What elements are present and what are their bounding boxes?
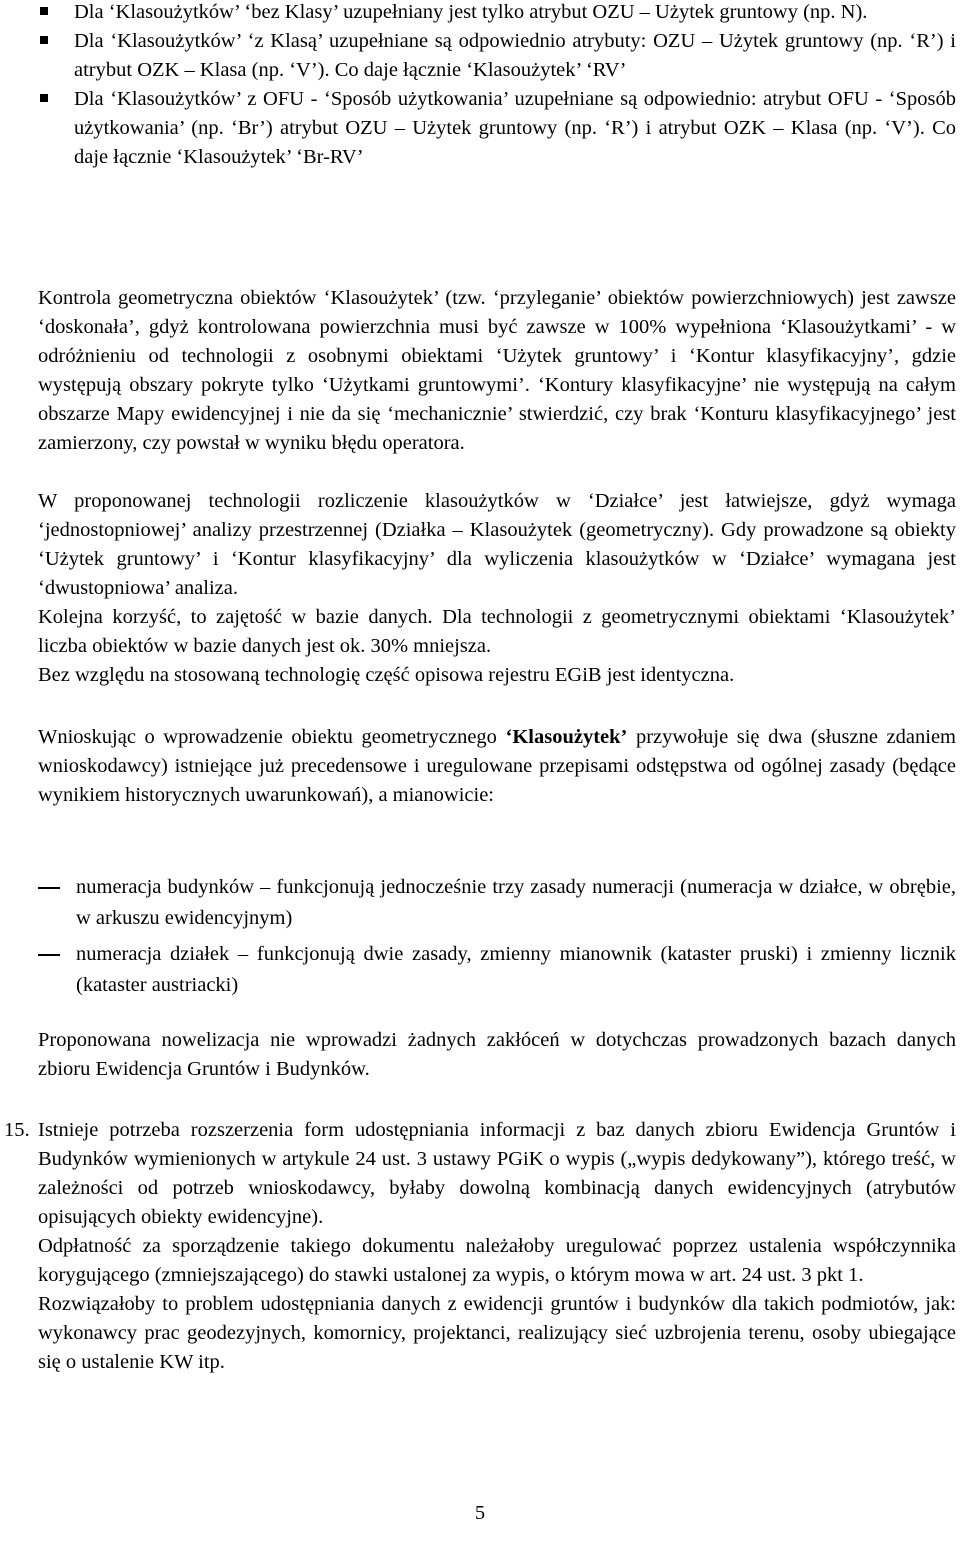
- dash-item-text: numeracja budynków ‒ funkcjonują jednocześnie trzy zasady numeracji (numeracja w działce, w obrębie, w arkuszu ewidencyjnym): [76, 876, 956, 929]
- bullet-text: Dla ‘Klasoużytków’ ‘bez Klasy’ uzupełniany jest tylko atrybut OZU ‒ Użytek gruntowy (np. N).: [74, 1, 868, 23]
- dash-item-text: numeracja działek ‒ funkcjonują dwie zasady, zmienny mianownik (kataster pruski) i zmienny licznik (kataster austriacki): [76, 943, 956, 996]
- paragraph-conclusion: [38, 723, 956, 810]
- section-paragraph: Odpłatność za sporządzenie takiego dokumentu należałoby uregulować poprzez ustalenia współczynnika korygującego (zmniejszającego) do stawki ustalonej za wypis, o którym mowa w art. 24 ust. 3 pkt 1.: [38, 1235, 956, 1286]
- page-number: 5: [474, 1502, 486, 1524]
- bullet-item: [38, 0, 956, 27]
- square-bullet-icon: [40, 94, 48, 102]
- paragraph-benefit: Kolejna korzyść, to zajętość w bazie danych. Dla technologii z geometrycznymi obiektami ‘Klasoużytek’ liczba obiektów w bazie danych jest ok. 30% mniejsza.: [38, 606, 956, 657]
- dash-bullet-icon: [38, 887, 60, 889]
- section-number: 15.: [4, 1119, 30, 1141]
- section-paragraph: Rozwiązałoby to problem udostępniania danych z ewidencji gruntów i budynków dla takich podmiotów, jak: wykonawcy prac geodezyjnych, komornicy, projektanci, realizujący sieć uzbrojenia terenu, osoby ubiegające się o ustalenie KW itp.: [38, 1293, 956, 1373]
- conclusion-text-after: przywołuje się dwa (słuszne zdaniem wnioskodawcy) istniejące już precedensowe i uregulowane przepisami odstępstwa od ogólnej zasady (będące wynikiem historycznych uwarunkowań), a mianowicie:: [38, 726, 956, 806]
- bullet-item: [38, 85, 956, 172]
- dash-item: [38, 939, 956, 1001]
- bullet-text: Dla ‘Klasoużytków’ ‘z Klasą’ uzupełniane są odpowiednio atrybuty: OZU ‒ Użytek gruntowy (np. ‘R’) i atrybut OZK ‒ Klasa (np. ‘V’). Co daje łącznie ‘Klasoużytek’ ‘RV’: [74, 30, 956, 81]
- section-15: [0, 1116, 956, 1377]
- section-body: [38, 1116, 956, 1377]
- paragraph-amendment: Proponowana nowelizacja nie wprowadzi żadnych zakłóceń w dotychczas prowadzonych bazach danych zbioru Ewidencja Gruntów i Budynków.: [38, 1029, 956, 1080]
- paragraph-geometric-control: Kontrola geometryczna obiektów ‘Klasoużytek’ (tzw. ‘przyleganie’ obiektów powierzchniowych) jest zawsze ‘doskonała’, gdyż kontrolowana powierzchnia musi być zawsze w 100% wypełniona ‘Klasoużytkami’ - w odróżnieniu od technologii z osobnymi obiektami ‘Użytek gruntowy’ i ‘Kontur klasyfikacyjny’, gdzie występują obszary pokryte tylko ‘Użytkami gruntowymi’. ‘Kontury klasyfikacyjne’ nie występują na całym obszarze Mapy ewidencyjnej i nie da się ‘mechanicznie’ stwierdzić, czy brak ‘Konturu klasyfikacyjnego’ jest zamierzony, czy powstał w wyniku błędu operatora.: [38, 287, 956, 454]
- conclusion-bold-term: ‘Klasoużytek’: [505, 726, 628, 748]
- bullet-list: [38, 0, 956, 172]
- dash-list: [38, 872, 956, 1006]
- conclusion-text-before: Wnioskując o wprowadzenie obiektu geometrycznego: [38, 726, 506, 748]
- dash-bullet-icon: [38, 954, 60, 956]
- bullet-item: [38, 27, 956, 85]
- section-paragraph: Istnieje potrzeba rozszerzenia form udostępniania informacji z baz danych zbioru Ewidencja Gruntów i Budynków wymienionych w artykule 24 ust. 3 ustawy PGiK o wypis („wypis dedykowany”), którego treść, w zależności od potrzeb wnioskodawcy, byłaby dowolną kombinacją danych ewidencyjnych (atrybutów opisujących obiekty ewidencyjne).: [38, 1119, 956, 1228]
- square-bullet-icon: [40, 36, 48, 44]
- square-bullet-icon: [40, 7, 48, 15]
- dash-item: [38, 872, 956, 934]
- bullet-text: Dla ‘Klasoużytków’ z OFU - ‘Sposób użytkowania’ uzupełniane są odpowiednio: atrybut OFU - ‘Sposób użytkowania’ (np. ‘Br’) atrybut OZU ‒ Użytek gruntowy (np. ‘R’) i atrybut OZK ‒ Klasa (np. ‘V’). Co daje łącznie ‘Klasoużytek’ ‘Br-RV’: [74, 88, 956, 168]
- paragraph-descriptive-part: Bez względu na stosowaną technologię część opisowa rejestru EGiB jest identyczna.: [38, 664, 735, 686]
- paragraph-technology: W proponowanej technologii rozliczenie klasoużytków w ‘Działce’ jest łatwiejsze, gdyż wymaga ‘jednostopniowej’ analizy przestrzennej (Działka ‒ Klasoużytek (geometryczny). Gdy prowadzone są obiekty ‘Użytek gruntowy’ i ‘Kontur klasyfikacyjny’ dla wyliczenia klasoużytków w ‘Działce’ wymagana jest ‘dwustopniowa’ analiza.: [38, 490, 956, 599]
